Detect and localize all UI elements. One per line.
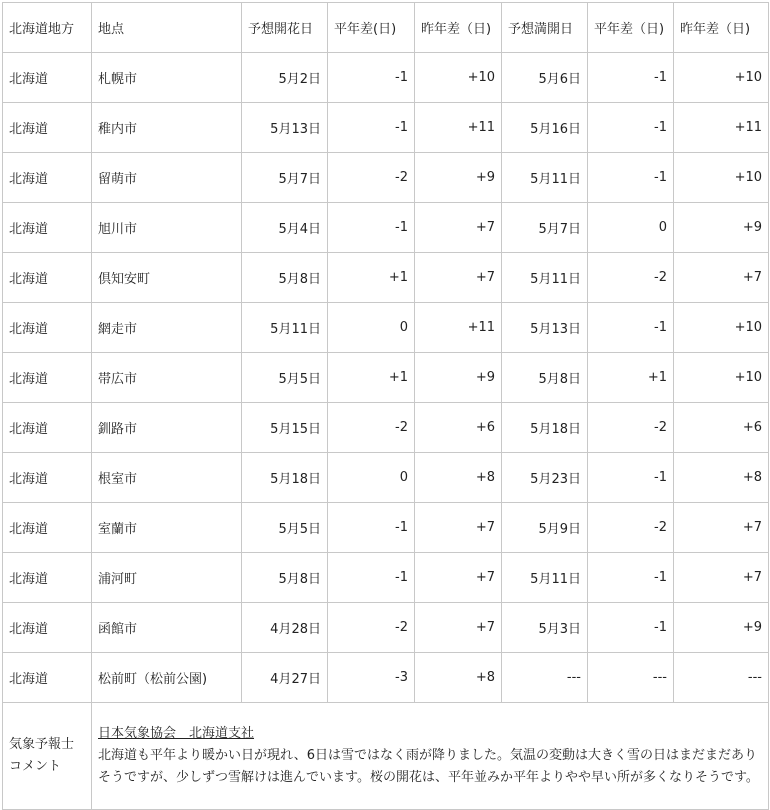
comment-row [3, 703, 769, 810]
cell-bloom-lastyear-diff: +7 [415, 253, 502, 303]
cell-bloom-lastyear-diff: +7 [415, 553, 502, 603]
cell-bloom-normal-diff: -2 [328, 153, 415, 203]
comment-label: 気象予報士コメント [3, 703, 92, 810]
cell-fullbloom-date: 5月8日 [502, 353, 588, 403]
header-fullbloom-normal-diff: 平年差（日) [588, 3, 674, 53]
cell-bloom-normal-diff: +1 [328, 253, 415, 303]
cell-region: 北海道 [3, 103, 92, 153]
cell-location: 帯広市 [92, 353, 242, 403]
cell-location: 根室市 [92, 453, 242, 503]
cell-location: 室蘭市 [92, 503, 242, 553]
table-row [3, 253, 769, 303]
cell-fullbloom-date: 5月13日 [502, 303, 588, 353]
cell-location: 浦河町 [92, 553, 242, 603]
cell-bloom-lastyear-diff: +9 [415, 353, 502, 403]
cell-location: 倶知安町 [92, 253, 242, 303]
cell-region: 北海道 [3, 53, 92, 103]
cell-bloom-date: 5月11日 [242, 303, 328, 353]
cell-region: 北海道 [3, 353, 92, 403]
cell-fullbloom-normal-diff: -1 [588, 603, 674, 653]
cell-fullbloom-date: 5月23日 [502, 453, 588, 503]
cell-region: 北海道 [3, 203, 92, 253]
cell-region: 北海道 [3, 253, 92, 303]
cell-fullbloom-lastyear-diff: +7 [674, 503, 769, 553]
table-body [3, 53, 769, 810]
cell-fullbloom-normal-diff: -1 [588, 103, 674, 153]
table-row [3, 103, 769, 153]
cell-location: 留萌市 [92, 153, 242, 203]
cell-fullbloom-normal-diff: -1 [588, 453, 674, 503]
table-row [3, 53, 769, 103]
cell-fullbloom-lastyear-diff: +8 [674, 453, 769, 503]
cell-location: 札幌市 [92, 53, 242, 103]
cell-bloom-date: 5月8日 [242, 253, 328, 303]
cell-bloom-lastyear-diff: +8 [415, 653, 502, 703]
cell-fullbloom-date: 5月18日 [502, 403, 588, 453]
cell-bloom-normal-diff: -1 [328, 553, 415, 603]
table-row [3, 553, 769, 603]
cell-bloom-normal-diff: +1 [328, 353, 415, 403]
cell-bloom-lastyear-diff: +6 [415, 403, 502, 453]
header-fullbloom-lastyear-diff: 昨年差（日) [674, 3, 769, 53]
cell-fullbloom-normal-diff: 0 [588, 203, 674, 253]
cell-fullbloom-date: 5月11日 [502, 153, 588, 203]
table-row [3, 303, 769, 353]
cell-bloom-date: 5月7日 [242, 153, 328, 203]
cell-fullbloom-date: 5月6日 [502, 53, 588, 103]
cell-bloom-lastyear-diff: +11 [415, 103, 502, 153]
cell-bloom-lastyear-diff: +11 [415, 303, 502, 353]
cell-fullbloom-normal-diff: -2 [588, 403, 674, 453]
cell-bloom-lastyear-diff: +10 [415, 53, 502, 103]
cell-fullbloom-normal-diff: -2 [588, 503, 674, 553]
cell-fullbloom-date: 5月9日 [502, 503, 588, 553]
cell-fullbloom-lastyear-diff: +10 [674, 153, 769, 203]
cell-bloom-date: 5月2日 [242, 53, 328, 103]
cell-fullbloom-normal-diff: -1 [588, 303, 674, 353]
cell-bloom-date: 5月15日 [242, 403, 328, 453]
cell-location: 松前町（松前公園) [92, 653, 242, 703]
table-row [3, 153, 769, 203]
cell-fullbloom-lastyear-diff: +7 [674, 553, 769, 603]
cell-fullbloom-lastyear-diff: +9 [674, 603, 769, 653]
cell-bloom-normal-diff: 0 [328, 303, 415, 353]
cell-location: 函館市 [92, 603, 242, 653]
cell-fullbloom-normal-diff: +1 [588, 353, 674, 403]
cell-region: 北海道 [3, 503, 92, 553]
cell-fullbloom-date: 5月11日 [502, 253, 588, 303]
cell-bloom-normal-diff: -3 [328, 653, 415, 703]
cell-fullbloom-lastyear-diff: +10 [674, 53, 769, 103]
cell-bloom-normal-diff: -1 [328, 103, 415, 153]
cell-bloom-date: 5月5日 [242, 353, 328, 403]
cell-bloom-date: 4月28日 [242, 603, 328, 653]
cell-bloom-date: 5月13日 [242, 103, 328, 153]
cell-fullbloom-date: 5月7日 [502, 203, 588, 253]
cell-fullbloom-lastyear-diff: +11 [674, 103, 769, 153]
cell-bloom-normal-diff: -2 [328, 603, 415, 653]
cell-fullbloom-lastyear-diff: +10 [674, 353, 769, 403]
cell-fullbloom-normal-diff: -1 [588, 53, 674, 103]
cell-bloom-date: 5月8日 [242, 553, 328, 603]
cell-bloom-lastyear-diff: +7 [415, 503, 502, 553]
cell-fullbloom-normal-diff: --- [588, 653, 674, 703]
cell-region: 北海道 [3, 653, 92, 703]
cell-fullbloom-lastyear-diff: +9 [674, 203, 769, 253]
cell-fullbloom-date: --- [502, 653, 588, 703]
comment-title: 日本気象協会 北海道支社 [98, 726, 255, 741]
table-row [3, 653, 769, 703]
cell-region: 北海道 [3, 603, 92, 653]
cell-region: 北海道 [3, 153, 92, 203]
cell-fullbloom-date: 5月16日 [502, 103, 588, 153]
cell-location: 釧路市 [92, 403, 242, 453]
cell-bloom-lastyear-diff: +7 [415, 203, 502, 253]
cell-bloom-date: 5月4日 [242, 203, 328, 253]
cell-fullbloom-lastyear-diff: --- [674, 653, 769, 703]
cell-bloom-normal-diff: -1 [328, 503, 415, 553]
comment-body [92, 703, 769, 810]
cell-location: 旭川市 [92, 203, 242, 253]
header-location: 地点 [92, 3, 242, 53]
cell-bloom-lastyear-diff: +7 [415, 603, 502, 653]
sakura-forecast-table [2, 2, 769, 810]
cell-region: 北海道 [3, 553, 92, 603]
table-row [3, 603, 769, 653]
cell-bloom-lastyear-diff: +9 [415, 153, 502, 203]
cell-bloom-normal-diff: -2 [328, 403, 415, 453]
table-row [3, 353, 769, 403]
cell-fullbloom-date: 5月11日 [502, 553, 588, 603]
header-fullbloom-date: 予想満開日 [502, 3, 588, 53]
cell-bloom-date: 4月27日 [242, 653, 328, 703]
header-bloom-date: 予想開花日 [242, 3, 328, 53]
cell-fullbloom-lastyear-diff: +10 [674, 303, 769, 353]
table-row [3, 403, 769, 453]
cell-bloom-normal-diff: -1 [328, 53, 415, 103]
header-region: 北海道地方 [3, 3, 92, 53]
cell-fullbloom-lastyear-diff: +7 [674, 253, 769, 303]
cell-bloom-date: 5月5日 [242, 503, 328, 553]
cell-region: 北海道 [3, 403, 92, 453]
header-row [3, 3, 769, 53]
comment-text: 北海道も平年より暖かい日が現れ、6日は雪ではなく雨が降りました。気温の変動は大きく雪の日はまだまだありそうですが、少しずつ雪解けは進んでいます。桜の開花は、平年並みか平年よりやや早い所が多くなりそうです。 [98, 748, 759, 785]
cell-fullbloom-normal-diff: -2 [588, 253, 674, 303]
cell-bloom-date: 5月18日 [242, 453, 328, 503]
cell-bloom-lastyear-diff: +8 [415, 453, 502, 503]
cell-fullbloom-normal-diff: -1 [588, 553, 674, 603]
table-row [3, 503, 769, 553]
header-bloom-normal-diff: 平年差(日) [328, 3, 415, 53]
table-row [3, 453, 769, 503]
cell-location: 稚内市 [92, 103, 242, 153]
cell-fullbloom-normal-diff: -1 [588, 153, 674, 203]
cell-bloom-normal-diff: 0 [328, 453, 415, 503]
cell-location: 網走市 [92, 303, 242, 353]
cell-region: 北海道 [3, 303, 92, 353]
cell-fullbloom-date: 5月3日 [502, 603, 588, 653]
header-bloom-lastyear-diff: 昨年差（日) [415, 3, 502, 53]
table-row [3, 203, 769, 253]
cell-region: 北海道 [3, 453, 92, 503]
cell-bloom-normal-diff: -1 [328, 203, 415, 253]
cell-fullbloom-lastyear-diff: +6 [674, 403, 769, 453]
